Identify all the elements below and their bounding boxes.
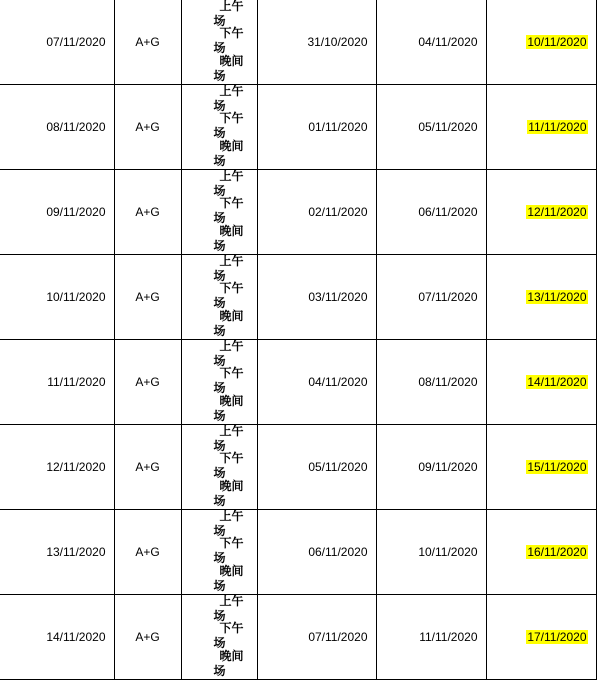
highlighted-date: 17/11/2020: [527, 630, 587, 644]
date-b-cell[interactable]: 11/11/2020: [376, 595, 486, 680]
highlighted-date: 13/11/2020: [527, 290, 587, 304]
highlighted-date: 15/11/2020: [527, 460, 587, 474]
code-cell[interactable]: A+G: [114, 0, 181, 85]
session-text: 场: [213, 211, 226, 225]
session-text: 下午: [219, 451, 244, 465]
session-text: 场: [213, 409, 226, 423]
session-text: 场: [213, 184, 226, 198]
code-cell[interactable]: A+G: [114, 425, 181, 510]
session-text: 场: [213, 636, 226, 650]
session-text: 上午: [219, 254, 244, 268]
session-text: 下午: [219, 621, 244, 635]
session-text: 下午: [219, 366, 244, 380]
session-text: 上午: [219, 0, 244, 13]
date-cell[interactable]: 08/11/2020: [0, 85, 114, 170]
date-a-cell[interactable]: 31/10/2020: [257, 0, 376, 85]
session-text: 场: [213, 466, 226, 480]
session-text: 下午: [219, 281, 244, 295]
session-text: 场: [213, 296, 226, 310]
session-text: 场: [213, 41, 226, 55]
date-cell[interactable]: 09/11/2020: [0, 170, 114, 255]
session-text: 场: [213, 269, 226, 283]
date-b-cell[interactable]: 07/11/2020: [376, 255, 486, 340]
session-cell[interactable]: [181, 510, 257, 595]
date-c-cell[interactable]: [486, 340, 596, 425]
date-b-cell[interactable]: 06/11/2020: [376, 170, 486, 255]
date-cell[interactable]: 12/11/2020: [0, 425, 114, 510]
session-text: 场: [213, 551, 226, 565]
session-text: 晚间: [219, 224, 244, 238]
highlighted-date: 11/11/2020: [528, 120, 587, 134]
date-b-cell[interactable]: 09/11/2020: [376, 425, 486, 510]
code-cell[interactable]: A+G: [114, 85, 181, 170]
table-row: [0, 0, 596, 85]
date-a-cell[interactable]: 07/11/2020: [257, 595, 376, 680]
session-cell[interactable]: [181, 85, 257, 170]
session-cell[interactable]: [181, 595, 257, 680]
session-text: 场: [213, 239, 226, 253]
date-c-cell[interactable]: [486, 255, 596, 340]
table-row: [0, 340, 596, 425]
session-cell[interactable]: [181, 425, 257, 510]
date-c-cell[interactable]: [486, 510, 596, 595]
session-text: 下午: [219, 536, 244, 550]
date-cell[interactable]: 10/11/2020: [0, 255, 114, 340]
date-c-cell[interactable]: [486, 85, 596, 170]
session-text: 场: [213, 609, 226, 623]
date-a-cell[interactable]: 02/11/2020: [257, 170, 376, 255]
session-text: 晚间: [219, 649, 244, 663]
code-cell[interactable]: A+G: [114, 595, 181, 680]
highlighted-date: 16/11/2020: [527, 545, 587, 559]
table-row: [0, 85, 596, 170]
session-cell[interactable]: [181, 340, 257, 425]
date-a-cell[interactable]: 03/11/2020: [257, 255, 376, 340]
session-text: 场: [213, 439, 226, 453]
session-text: 场: [213, 99, 226, 113]
date-b-cell[interactable]: 08/11/2020: [376, 340, 486, 425]
session-cell[interactable]: [181, 0, 257, 85]
date-cell[interactable]: 13/11/2020: [0, 510, 114, 595]
date-cell[interactable]: 14/11/2020: [0, 595, 114, 680]
session-text: 晚间: [219, 479, 244, 493]
code-cell[interactable]: A+G: [114, 510, 181, 595]
session-text: 晚间: [219, 139, 244, 153]
session-text: 场: [213, 154, 226, 168]
session-text: 场: [213, 494, 226, 508]
session-text: 晚间: [219, 309, 244, 323]
table-row: [0, 425, 596, 510]
code-cell[interactable]: A+G: [114, 255, 181, 340]
session-text: 下午: [219, 111, 244, 125]
session-text: 晚间: [219, 564, 244, 578]
session-text: 上午: [219, 424, 244, 438]
highlighted-date: 14/11/2020: [527, 375, 587, 389]
session-text: 下午: [219, 196, 244, 210]
date-a-cell[interactable]: 06/11/2020: [257, 510, 376, 595]
date-cell[interactable]: 07/11/2020: [0, 0, 114, 85]
session-text: 上午: [219, 339, 244, 353]
session-text: 上午: [219, 169, 244, 183]
date-a-cell[interactable]: 04/11/2020: [257, 340, 376, 425]
code-cell[interactable]: A+G: [114, 170, 181, 255]
date-b-cell[interactable]: 05/11/2020: [376, 85, 486, 170]
session-text: 上午: [219, 84, 244, 98]
session-text: 下午: [219, 26, 244, 40]
session-text: 场: [213, 354, 226, 368]
session-text: 场: [213, 664, 226, 678]
session-text: 场: [213, 324, 226, 338]
table-row: [0, 255, 596, 340]
session-text: 上午: [219, 594, 244, 608]
session-cell[interactable]: [181, 170, 257, 255]
table-row: [0, 595, 596, 680]
session-text: 场: [213, 524, 226, 538]
table-row: [0, 510, 596, 595]
date-c-cell[interactable]: [486, 425, 596, 510]
date-a-cell[interactable]: 05/11/2020: [257, 425, 376, 510]
session-text: 上午: [219, 509, 244, 523]
date-b-cell[interactable]: 04/11/2020: [376, 0, 486, 85]
session-text: 场: [213, 579, 226, 593]
highlighted-date: 10/11/2020: [527, 35, 587, 49]
session-text: 晚间: [219, 54, 244, 68]
date-c-cell[interactable]: [486, 170, 596, 255]
date-c-cell[interactable]: [486, 0, 596, 85]
session-text: 场: [213, 69, 226, 83]
session-text: 场: [213, 126, 226, 140]
session-text: 场: [213, 14, 226, 28]
date-cell[interactable]: 11/11/2020: [0, 340, 114, 425]
highlighted-date: 12/11/2020: [527, 205, 587, 219]
date-c-cell[interactable]: [486, 595, 596, 680]
session-text: 场: [213, 381, 226, 395]
table-row: [0, 170, 596, 255]
code-cell[interactable]: A+G: [114, 340, 181, 425]
date-a-cell[interactable]: 01/11/2020: [257, 85, 376, 170]
session-cell[interactable]: [181, 255, 257, 340]
session-text: 晚间: [219, 394, 244, 408]
date-b-cell[interactable]: 10/11/2020: [376, 510, 486, 595]
